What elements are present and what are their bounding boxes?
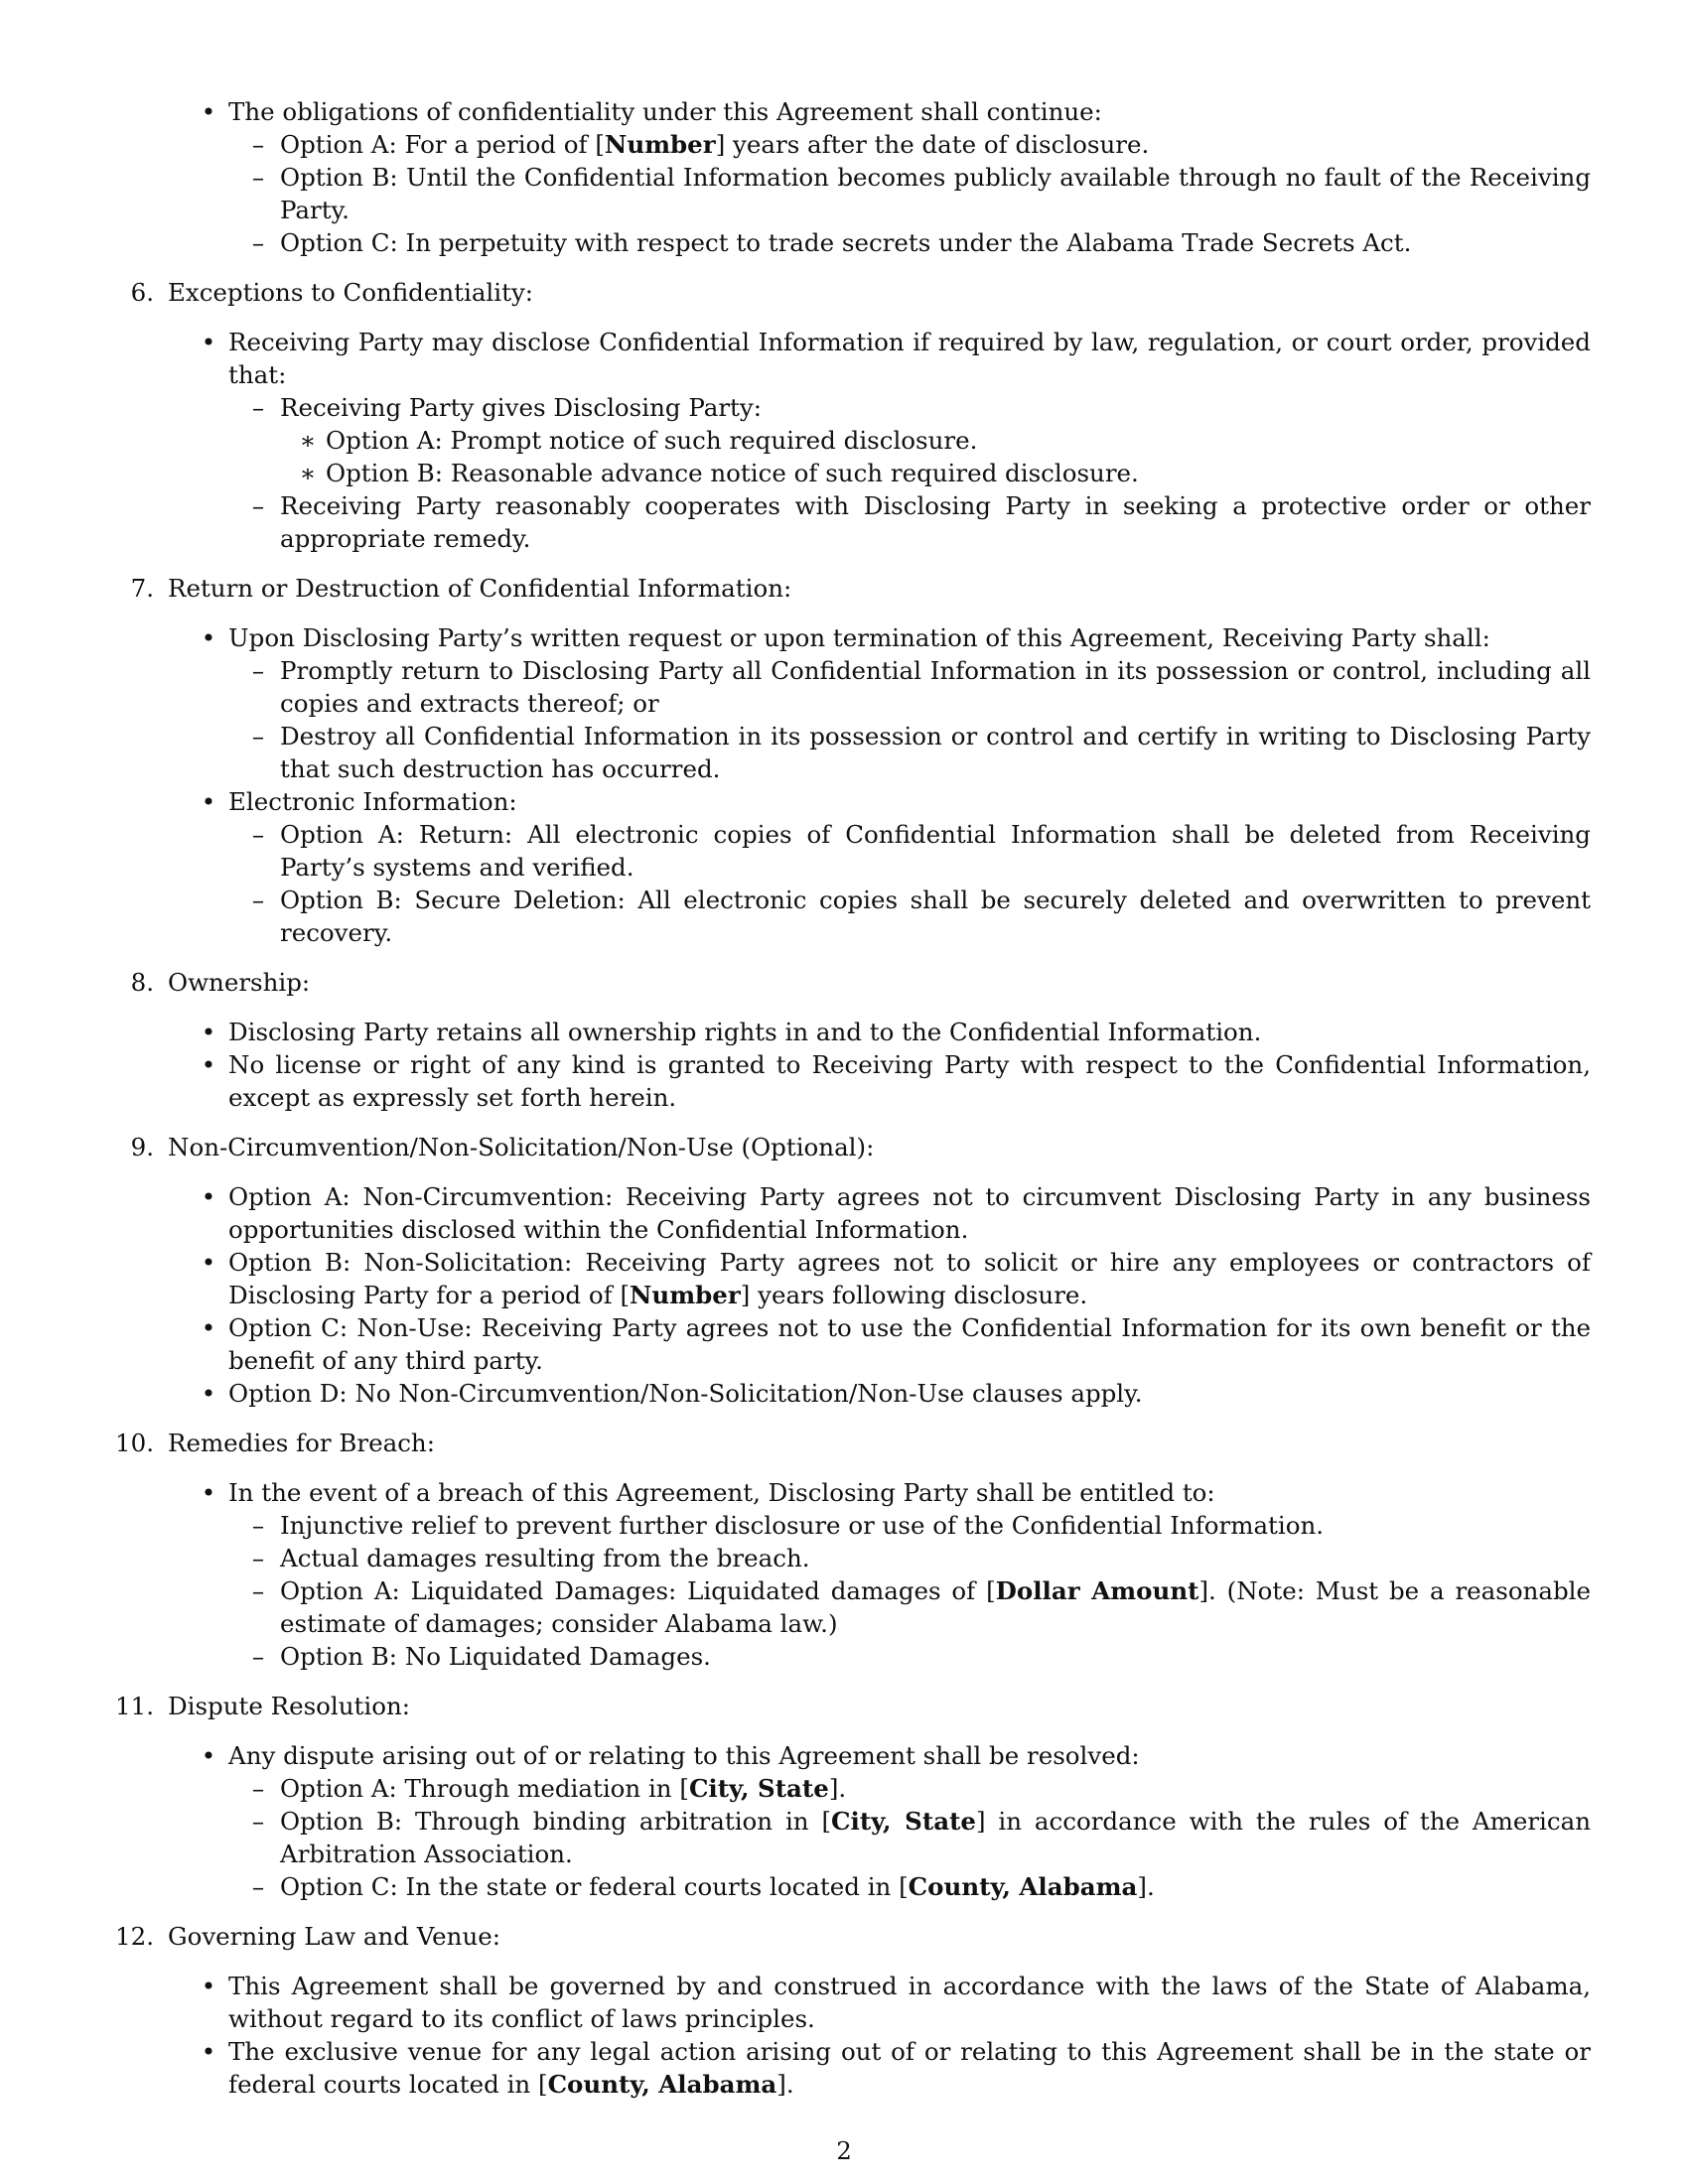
bullet-marker: •: [201, 1741, 216, 1770]
list-item: [0, 1476, 1688, 1509]
list-item: [0, 1574, 1688, 1640]
option-text: Option D: No Non-Circumvention/Non-Solicitation/Non-Use clauses apply.: [228, 1379, 1143, 1408]
bullet-marker: •: [201, 97, 216, 126]
dash-marker: –: [251, 1511, 265, 1540]
bullet-text: The exclusive venue for any legal action arising out of or relating to this Agreement shall be in the state or federal courts located in [: [228, 2037, 1591, 2099]
section-6: [0, 276, 1688, 555]
list-item: [0, 1377, 1688, 1410]
option-text: Option A: Return: All electronic copies of Confidential Information shall be deleted from Receiving Party’s systems and verified.: [280, 820, 1591, 882]
section-body: [0, 1476, 1688, 1673]
section-title: Exceptions to Confidentiality:: [168, 278, 534, 307]
section-title: Governing Law and Venue:: [168, 1922, 500, 1951]
section-heading: [0, 1427, 1688, 1459]
option-text: Option C: Non-Use: Receiving Party agrees not to use the Confidential Information for its own benefit or the benefit of any third party.: [228, 1313, 1591, 1375]
list-item: [0, 1246, 1688, 1311]
dash-marker: –: [251, 1576, 265, 1605]
section-title: Remedies for Breach:: [168, 1429, 435, 1457]
section-heading: [0, 1920, 1688, 1953]
bullet-marker: •: [201, 1972, 216, 2000]
sub-text: Actual damages resulting from the breach.: [280, 1544, 810, 1572]
list-item: [0, 1016, 1688, 1048]
section-title: Non-Circumvention/Non-Solicitation/Non-Use (Optional):: [168, 1133, 875, 1161]
list-item: [0, 1640, 1688, 1673]
option-text: Option B: Non-Solicitation: Receiving Party agrees not to solicit or hire any employees or contractors of Disclosing Party for a period of [: [228, 1248, 1591, 1309]
section-title: Return or Destruction of Confidential Information:: [168, 574, 792, 603]
bullet-text: In the event of a breach of this Agreement, Disclosing Party shall be entitled to:: [228, 1478, 1215, 1507]
bullet-marker: •: [201, 1313, 216, 1342]
list-item: [0, 1739, 1688, 1772]
list-item: [0, 1048, 1688, 1114]
section-title: Ownership:: [168, 968, 311, 997]
list-item: [0, 884, 1688, 949]
section-body: [0, 1016, 1688, 1114]
section-number: 6.: [130, 278, 154, 307]
placeholder-field: County, Alabama: [547, 2070, 777, 2099]
section-body: [0, 326, 1688, 555]
list-item: [0, 326, 1688, 391]
placeholder-field: Dollar Amount: [995, 1576, 1199, 1605]
option-text: ].: [1137, 1872, 1155, 1901]
option-text: Option B: Through binding arbitration in [: [280, 1807, 832, 1836]
dash-marker: –: [251, 1872, 265, 1901]
list-item: [0, 226, 1688, 259]
option-text: ] years following disclosure.: [740, 1281, 1088, 1309]
section-number: 10.: [115, 1429, 154, 1457]
option-text: Option B: Reasonable advance notice of such required disclosure.: [326, 459, 1139, 487]
option-text: ] years after the date of disclosure.: [715, 130, 1150, 159]
sub-text: Injunctive relief to prevent further disclosure or use of the Confidential Information.: [280, 1511, 1325, 1540]
list-item: [0, 128, 1688, 161]
sub-text: Promptly return to Disclosing Party all Confidential Information in its possession or control, including all copies and extracts thereof; or: [280, 656, 1591, 718]
list-item: [0, 161, 1688, 226]
dash-marker: –: [251, 886, 265, 914]
option-text: Option A: Through mediation in [: [280, 1774, 689, 1803]
dash-marker: –: [251, 1642, 265, 1671]
list-item: [0, 1970, 1688, 2035]
placeholder-field: County, Alabama: [908, 1872, 1138, 1901]
bullet-text: Disclosing Party retains all ownership rights in and to the Confidential Information.: [228, 1018, 1262, 1046]
section-10: [0, 1427, 1688, 1673]
bullet-text: Any dispute arising out of or relating to this Agreement shall be resolved:: [228, 1741, 1140, 1770]
placeholder-field: Number: [630, 1281, 741, 1309]
list-item: [0, 457, 1688, 489]
bullet-marker: •: [201, 1050, 216, 1079]
bullet-text: Electronic Information:: [228, 787, 517, 816]
list-item: [0, 1180, 1688, 1246]
section-number: 11.: [115, 1692, 154, 1720]
bullet-marker: •: [201, 623, 216, 652]
list-item: [0, 1870, 1688, 1903]
list-item: [0, 2035, 1688, 2101]
list-item: [0, 621, 1688, 654]
document-content: [0, 95, 1688, 2117]
section-number: 8.: [130, 968, 154, 997]
bullet-marker: •: [201, 328, 216, 356]
option-text: ].: [828, 1774, 847, 1803]
bullet-marker: •: [201, 1018, 216, 1046]
section-12: [0, 1920, 1688, 2101]
placeholder-field: Number: [604, 130, 716, 159]
option-text: Option A: Liquidated Damages: Liquidated damages of [: [280, 1576, 996, 1605]
section-title: Dispute Resolution:: [168, 1692, 410, 1720]
bullet-text: No license or right of any kind is granted to Receiving Party with respect to the Confidential Information, except as expressly set forth herein.: [228, 1050, 1591, 1112]
option-text: Option B: Until the Confidential Information becomes publicly available through no fault of the Receiving Party.: [280, 163, 1591, 224]
section-number: 12.: [115, 1922, 154, 1951]
section-body: [0, 1739, 1688, 1903]
section-body: [0, 1180, 1688, 1410]
section-heading: [0, 966, 1688, 999]
list-item: [0, 1509, 1688, 1542]
list-item: [0, 1805, 1688, 1870]
list-item: [0, 424, 1688, 457]
section-number: 7.: [130, 574, 154, 603]
bullet-marker: •: [201, 787, 216, 816]
bullet-text: This Agreement shall be governed by and construed in accordance with the laws of the State of Alabama, without regard to its conflict of laws principles.: [228, 1972, 1591, 2033]
dash-marker: –: [251, 228, 265, 257]
list-item: [0, 391, 1688, 424]
section-number: 9.: [130, 1133, 154, 1161]
option-text: Option A: Prompt notice of such required disclosure.: [326, 426, 978, 455]
bullet-marker: •: [201, 1379, 216, 1408]
section-heading: [0, 276, 1688, 309]
bullet-text: The obligations of confidentiality under this Agreement shall continue:: [228, 97, 1102, 126]
list-item: [0, 1772, 1688, 1805]
list-item: [0, 818, 1688, 884]
list-item: [0, 1311, 1688, 1377]
section-11: [0, 1690, 1688, 1903]
list-item: [0, 95, 1688, 128]
option-text: Option A: For a period of [: [280, 130, 605, 159]
placeholder-field: City, State: [688, 1774, 829, 1803]
section-9: [0, 1131, 1688, 1410]
dash-marker: –: [251, 1774, 265, 1803]
bullet-marker: •: [201, 2037, 216, 2066]
list-item: [0, 785, 1688, 818]
section-8: [0, 966, 1688, 1114]
sub-text: Destroy all Confidential Information in its possession or control and certify in writing to Disclosing Party that such destruction has occurred.: [280, 722, 1591, 783]
section-heading: [0, 572, 1688, 605]
list-item: [0, 489, 1688, 555]
list-item: [0, 720, 1688, 785]
dash-marker: –: [251, 1544, 265, 1572]
bullet-marker: •: [201, 1182, 216, 1211]
dash-marker: –: [251, 163, 265, 192]
list-item: [0, 1542, 1688, 1574]
bullet-text: Upon Disclosing Party’s written request or upon termination of this Agreement, Receiving Party shall:: [228, 623, 1490, 652]
section-body: [0, 621, 1688, 949]
page-number: 2: [836, 2136, 852, 2165]
asterisk-marker: ∗: [299, 426, 317, 455]
option-text: Option C: In the state or federal courts located in [: [280, 1872, 909, 1901]
option-text: ]. (Note: Must be a reasonable estimate of damages; consider Alabama law.): [280, 1576, 1591, 1638]
list-item: [0, 654, 1688, 720]
dash-marker: –: [251, 130, 265, 159]
dash-marker: –: [251, 656, 265, 685]
option-text: Option B: Secure Deletion: All electronic copies shall be securely deleted and overwritten to prevent recovery.: [280, 886, 1591, 947]
section-5-continuation: [0, 95, 1688, 259]
bullet-text: ].: [776, 2070, 794, 2099]
placeholder-field: City, State: [831, 1807, 976, 1836]
section-body: [0, 1970, 1688, 2101]
dash-marker: –: [251, 722, 265, 751]
option-text: ] in accordance with the rules of the American Arbitration Association.: [280, 1807, 1591, 1868]
section-heading: [0, 1131, 1688, 1163]
bullet-marker: •: [201, 1478, 216, 1507]
option-text: Option B: No Liquidated Damages.: [280, 1642, 711, 1671]
dash-marker: –: [251, 820, 265, 849]
section-heading: [0, 1690, 1688, 1722]
bullet-text: Receiving Party may disclose Confidential Information if required by law, regulation, or court order, provided that:: [228, 328, 1591, 389]
dash-marker: –: [251, 1807, 265, 1836]
dash-marker: –: [251, 491, 265, 520]
sub-text: Receiving Party gives Disclosing Party:: [280, 393, 762, 422]
bullet-marker: •: [201, 1248, 216, 1277]
section-7: [0, 572, 1688, 949]
option-text: Option A: Non-Circumvention: Receiving Party agrees not to circumvent Disclosing Party in any business opportunities disclosed within the Confidential Information.: [228, 1182, 1591, 1244]
option-text: Option C: In perpetuity with respect to trade secrets under the Alabama Trade Secrets Act.: [280, 228, 1412, 257]
dash-marker: –: [251, 393, 265, 422]
asterisk-marker: ∗: [299, 459, 317, 487]
sub-text: Receiving Party reasonably cooperates with Disclosing Party in seeking a protective order or other appropriate remedy.: [280, 491, 1591, 553]
